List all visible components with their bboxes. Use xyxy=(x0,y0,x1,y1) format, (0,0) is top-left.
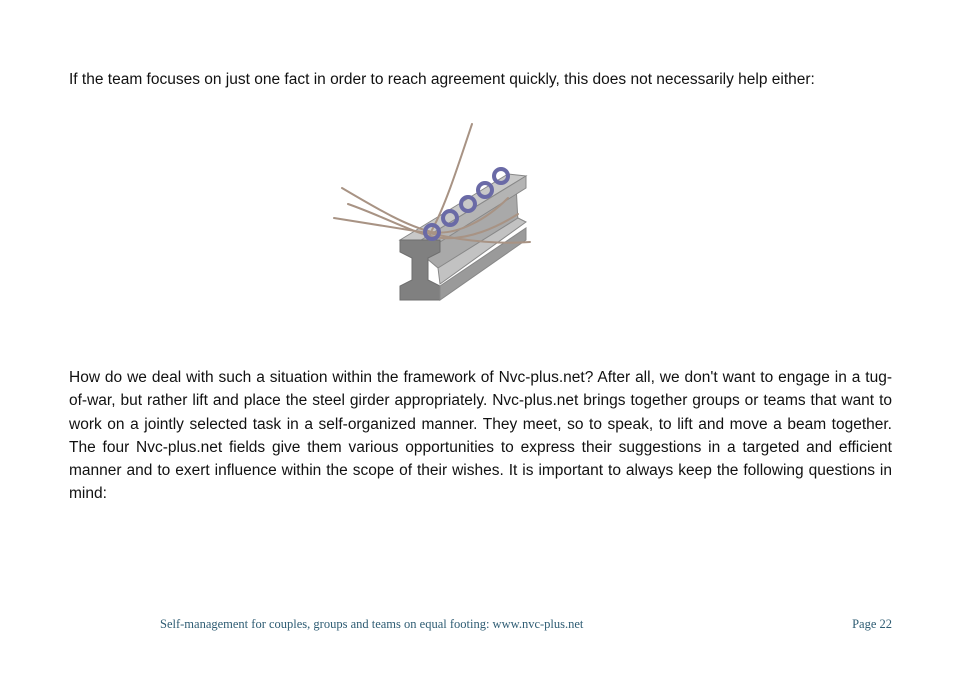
footer-text: Self-management for couples, groups and teams on equal footing: www.nvc-plus.net xyxy=(160,617,584,631)
body-paragraph: How do we deal with such a situation within the framework of Nvc-plus.net? After all, we don't want to engage in a tug-of-war, but rather lift and place the steel girder appropriately. Nvc-plus.net brings together groups or teams that want to work on a jointly selected task in a self-organized manner. They meet, so to speak, to lift and move a beam together. The four Nvc-plus.net fields give them various opportunities to express their suggestions in a targeted and efficient manner and to exert influence within the scope of their wishes. It is important to always keep the following questions in mind: xyxy=(69,369,892,503)
page-number: Page 22 xyxy=(852,617,892,631)
steel-girder-illustration xyxy=(328,118,538,304)
steel-girder-with-ropes-icon xyxy=(328,118,538,304)
intro-paragraph: If the team focuses on just one fact in order to reach agreement quickly, this does not necessarily help either: xyxy=(69,71,815,88)
